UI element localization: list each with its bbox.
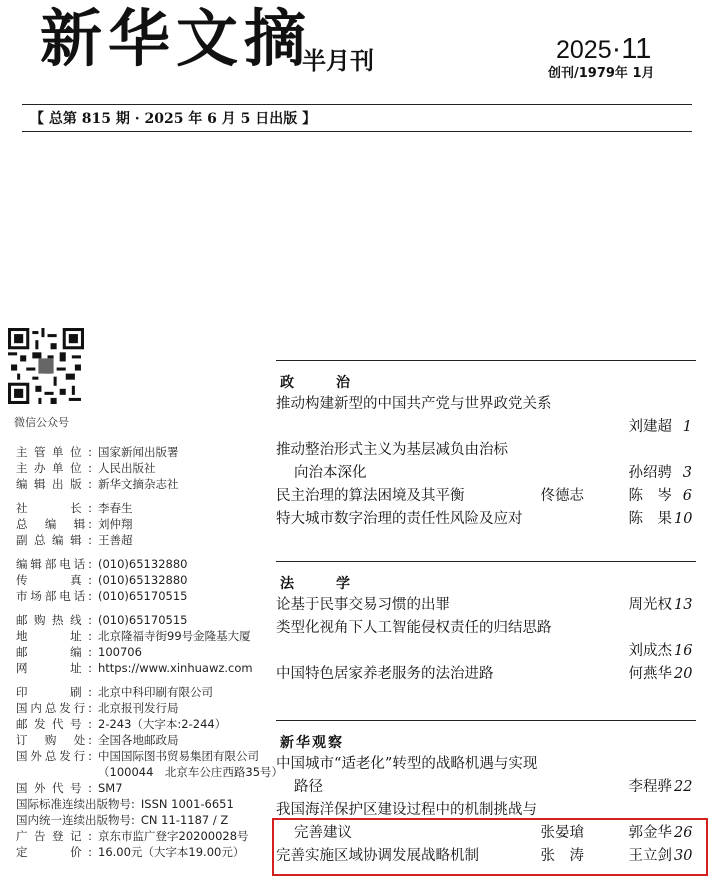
toc-entry[interactable]: [276, 393, 696, 439]
entry-author: 陈 岑: [628, 488, 672, 504]
toc-entry[interactable]: [276, 508, 696, 531]
info-key: 邮发代号:: [16, 717, 92, 731]
info-value: 16.00元（大字本19.00元）: [98, 845, 245, 859]
info-value: （100044 北京车公庄西路35号）: [98, 765, 284, 779]
table-of-contents: [276, 360, 696, 868]
entry-author: 王立剑: [628, 848, 672, 864]
entry-author: 郭金华: [628, 825, 672, 841]
entry-page: 1: [682, 419, 692, 435]
publication-info: [8, 444, 284, 860]
toc-entry[interactable]: [276, 753, 696, 799]
entry-page: 6: [682, 488, 692, 504]
entry-coauthor: 张晏瑲: [540, 825, 584, 841]
section-heading: 新华观察: [280, 735, 344, 751]
info-row: [16, 588, 283, 604]
entry-title: 推动整治形式主义为基层减负由治标: [276, 442, 508, 458]
entry-title: 民主治理的算法困境及其平衡 佟德志 陈 岑 6: [276, 485, 696, 508]
info-value: CN 11-1187 / Z: [140, 813, 229, 827]
entry-author: 孙绍骋: [628, 465, 672, 481]
entry-author: 何燕华: [628, 666, 672, 682]
info-row: [16, 516, 283, 532]
qr-code-icon: [8, 328, 84, 404]
magazine-subtitle: 半月刊: [302, 47, 374, 75]
info-row: [16, 764, 283, 780]
info-value: (010)65132880: [98, 573, 188, 587]
magazine-title: 新华文摘: [40, 2, 313, 75]
entry-page: 20: [674, 666, 693, 682]
entry-continuation: [276, 640, 696, 663]
entry-author: 刘成杰: [628, 643, 672, 659]
toc-entry[interactable]: [276, 663, 696, 686]
info-key: 邮 编:: [16, 645, 92, 659]
info-key: 国内总发行:: [16, 701, 92, 715]
info-key: 国际标准连续出版物号:: [16, 797, 135, 811]
entry-author: 周光权: [628, 597, 672, 613]
entry-author: 陈 果: [628, 511, 672, 527]
entry-page: 3: [682, 465, 692, 481]
entry-title-cont: [276, 419, 294, 435]
info-value: 2-243（大字本:2-244）: [98, 717, 227, 731]
entry-title: 类型化视角下人工智能侵权责任的归结思路: [276, 620, 552, 636]
info-row: [16, 444, 283, 460]
info-row: [16, 556, 283, 572]
entry-title-cont: 完善建议: [294, 825, 352, 841]
entry-author: 李程骅: [628, 779, 672, 795]
info-row: [16, 732, 283, 748]
info-value: (010)65170515: [98, 589, 188, 603]
issue-year: 2025: [556, 36, 612, 64]
info-value: ISSN 1001-6651: [140, 797, 234, 811]
section-rule: [276, 360, 696, 361]
info-key: 广告登记:: [16, 829, 92, 843]
info-value: 新华文摘杂志社: [98, 477, 179, 491]
section-heading: 法 学: [280, 576, 364, 592]
info-value: (010)65132880: [98, 557, 188, 571]
info-value: 刘仲翔: [98, 517, 133, 531]
toc-entry[interactable]: [276, 594, 696, 617]
info-row: [16, 572, 283, 588]
info-value: 京东市监广登字20200028号: [98, 829, 249, 843]
info-row: [16, 644, 283, 660]
issue-index: ·11: [611, 33, 652, 65]
entry-title: 中国城市“适老化”转型的战略机遇与实现: [276, 756, 538, 772]
info-value: SM7: [98, 781, 123, 795]
issue-number: [556, 34, 651, 65]
info-key: 市场部电话:: [16, 589, 92, 603]
entry-title: 论基于民事交易习惯的出罪 周光权 13: [276, 594, 696, 617]
info-value: (010)65170515: [98, 613, 188, 627]
info-key: 邮购热线:: [16, 613, 92, 627]
info-key: 传 真:: [16, 573, 92, 587]
entry-page: 22: [674, 779, 693, 795]
entry-title: 推动构建新型的中国共产党与世界政党关系: [276, 396, 552, 412]
info-value: 北京隆福寺街99号金隆基大厦: [98, 629, 251, 643]
entry-title: 特大城市数字治理的责任性风险及应对 陈 果 10: [276, 508, 696, 531]
info-row: [16, 612, 283, 628]
entry-page: 13: [674, 597, 693, 613]
entry-title: 我国海洋保护区建设过程中的机制挑战与: [276, 802, 537, 818]
founded-date: 创刊/1979年 1月: [548, 66, 655, 81]
entry-continuation: [276, 776, 696, 799]
info-row: [16, 700, 283, 716]
divider-top: [22, 104, 692, 105]
info-value: 王善超: [98, 533, 133, 547]
info-key: 国内统一连续出版物号:: [16, 813, 135, 827]
entry-title: 中国特色居家养老服务的法治进路 何燕华 20: [276, 663, 696, 686]
edition-line: 【 总第 815 期 · 2025 年 6 月 5 日出版 】: [30, 111, 317, 127]
highlight-box: [272, 818, 708, 876]
info-value: 李春生: [98, 501, 133, 515]
info-key: 网 址:: [16, 661, 92, 675]
info-value: 北京中科印刷有限公司: [98, 685, 213, 699]
info-row: [16, 684, 283, 700]
toc-entry[interactable]: [276, 439, 696, 485]
info-key: 国外代号:: [16, 781, 92, 795]
info-row: [16, 780, 283, 796]
info-key: 地 址:: [16, 629, 92, 643]
info-key: 编辑出版:: [16, 477, 92, 491]
entry-title-cont: [276, 643, 294, 659]
info-key: 总 编 辑:: [16, 517, 92, 531]
info-value: 100706: [98, 645, 142, 659]
info-key: 国外总发行:: [16, 749, 92, 763]
entry-title-cont: 向治本深化: [294, 465, 367, 481]
info-value: https://www.xinhuawz.com: [98, 661, 253, 675]
info-row: [16, 812, 283, 828]
info-value: 中国国际图书贸易集团有限公司: [98, 749, 259, 763]
info-value: 国家新闻出版署: [98, 445, 179, 459]
entry-title: 完善实施区域协调发展战略机制 张 涛 王立剑 30: [276, 845, 696, 868]
entry-coauthor: 佟德志: [540, 488, 584, 504]
entry-continuation: [276, 462, 696, 485]
info-key: 定 价:: [16, 845, 92, 859]
section-heading: 政 治: [280, 375, 364, 391]
info-key: 副总编辑:: [16, 533, 92, 547]
info-row: [16, 628, 283, 644]
section-rule: [276, 561, 696, 562]
info-key: 编辑部电话:: [16, 557, 92, 571]
info-key: 主管单位:: [16, 445, 92, 459]
info-row: [16, 532, 283, 548]
info-row: [16, 460, 283, 476]
entry-page: 30: [674, 848, 693, 864]
divider-bottom: [22, 131, 692, 132]
entry-author: 刘建超: [628, 419, 672, 435]
info-key: 主办单位:: [16, 461, 92, 475]
info-row: [16, 796, 283, 812]
toc-entry[interactable]: [276, 485, 696, 508]
info-row: [16, 500, 283, 516]
toc-section: [276, 360, 696, 531]
entry-page: 10: [674, 511, 693, 527]
toc-entry[interactable]: [276, 617, 696, 663]
info-row: [16, 844, 283, 860]
toc-section: [276, 561, 696, 686]
info-key: 社 长:: [16, 501, 92, 515]
info-row: [16, 476, 283, 492]
entry-title-cont: 路径: [294, 779, 323, 795]
qr-label: 微信公众号: [14, 416, 69, 429]
info-row: [16, 748, 283, 764]
entry-continuation: [276, 416, 696, 439]
entry-page: 26: [674, 825, 693, 841]
info-value: 人民出版社: [98, 461, 156, 475]
info-row: [16, 828, 283, 844]
entry-page: 16: [674, 643, 693, 659]
info-row: [16, 660, 283, 676]
info-key: 印 刷:: [16, 685, 92, 699]
entry-coauthor: 张 涛: [540, 848, 584, 864]
info-key: 订 购 处:: [16, 733, 92, 747]
info-value: 全国各地邮政局: [98, 733, 179, 747]
section-rule: [276, 720, 696, 721]
info-value: 北京报刊发行局: [98, 701, 179, 715]
info-row: [16, 716, 283, 732]
